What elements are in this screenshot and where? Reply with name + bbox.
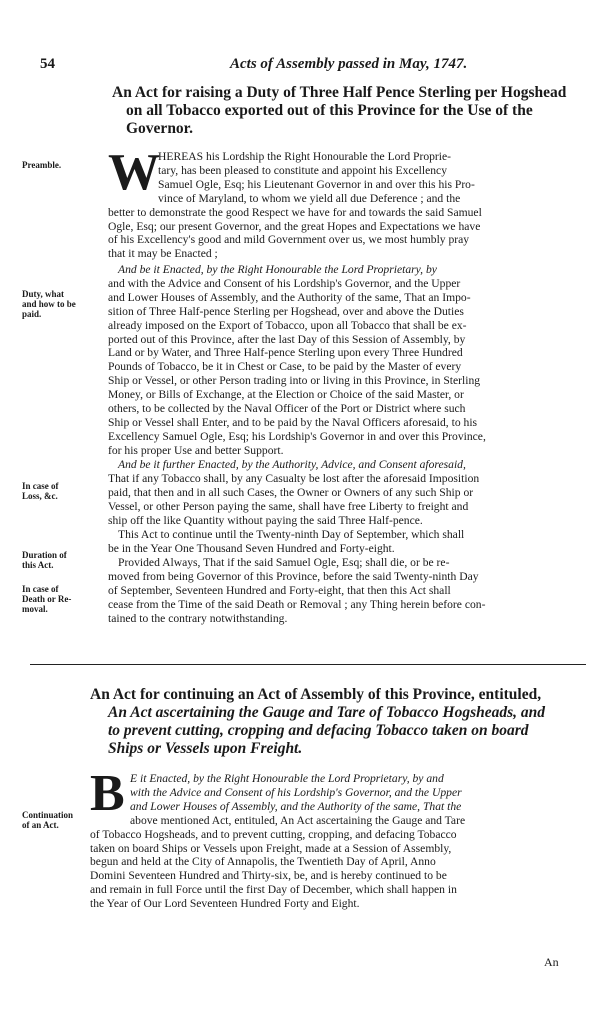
margin-note-line: Duty, what — [22, 289, 65, 299]
act1-preamble-paragraph — [108, 150, 586, 261]
catchword: An — [544, 955, 559, 969]
act2-title-line: to prevent cutting, cropping and defacing Tobacco taken on board — [108, 722, 529, 739]
text-line: vince of Maryland, to whom we yield all due Deference ; and the — [158, 191, 461, 205]
text-line: tary, has been pleased to constitute and appoint his Excellency — [158, 163, 447, 177]
text-line: and remain in full Force until the first Day of December, which shall happen in — [90, 883, 457, 897]
text-line: Ship or Vessel, or other Person trading into or living in this Province, in Sterling — [108, 374, 481, 388]
text-line: Ogle, Esq; our present Governor, and the great Hopes and Expectations we have — [108, 219, 481, 233]
act1-proviso-paragraph — [108, 556, 586, 626]
margin-note-line: Death or Re- — [22, 594, 72, 604]
text-line: above mentioned Act, entituled, An Act ascertaining the Gauge and Tare — [130, 813, 466, 827]
text-line: with the Advice and Consent of his Lordship's Governor, and the Upper — [130, 785, 462, 799]
margin-note-line: Duration of — [22, 550, 67, 560]
text-line: that it may be Enacted ; — [108, 247, 218, 261]
text-line: of Tobacco Hogsheads, and to prevent cutting, cropping, and defacing Tobacco — [90, 827, 457, 841]
act2-title-line: An Act for continuing an Act of Assembly of this Province, entituled, — [90, 686, 542, 703]
text-line: And be it further Enacted, by the Authority, Advice, and Consent aforesaid, — [118, 458, 466, 471]
margin-note-line: of an Act. — [22, 820, 59, 830]
act1-title-line: An Act for raising a Duty of Three Half Pence Sterling per Hogshead — [112, 84, 567, 101]
margin-note-line: moval. — [22, 604, 48, 614]
margin-note-loss — [22, 481, 100, 501]
text-line: This Act to continue until the Twenty-ninth Day of September, which shall — [118, 528, 465, 541]
act1-enacting-paragraph — [108, 263, 586, 458]
text-line: already imposed on the Export of Tobacco, upon all Tobacco that shall be ex- — [108, 318, 467, 332]
section-divider — [30, 664, 586, 665]
act2-dropcap: B — [90, 765, 125, 822]
text-line: E it Enacted, by the Right Honourable the Lord Proprietary, by and — [130, 772, 444, 785]
text-line: and Lower Houses of Assembly, and the Authority of the same, That an Impo- — [108, 290, 471, 304]
text-line: ported out of this Province, after the last Day of this Session of Assembly, by — [108, 332, 466, 346]
page-number: 54 — [40, 56, 55, 72]
running-title: Acts of Assembly passed in May, 1747. — [230, 56, 468, 72]
text-line: the Year of Our Lord Seventeen Hundred Forty and Eight. — [90, 897, 360, 911]
margin-note-line: In case of — [22, 584, 59, 594]
text-line: better to demonstrate the good Respect we have for and towards the said Samuel — [108, 205, 482, 219]
act2-title-line: An Act ascertaining the Gauge and Tare of Tobacco Hogsheads, and — [108, 704, 546, 721]
text-line: That if any Tobacco shall, by any Casualty be lost after the aforesaid Imposition — [108, 471, 480, 485]
text-line: ship off the like Quantity without paying the said Three Half-pence. — [108, 513, 423, 527]
act1-title-line: on all Tobacco exported out of this Province for the Use of the — [126, 102, 533, 119]
margin-note-line: paid. — [22, 309, 42, 319]
margin-note-preamble — [22, 160, 100, 170]
margin-note-line: this Act. — [22, 560, 54, 570]
text-line: Samuel Ogle, Esq; his Lieutenant Governor in and over this his Pro- — [158, 177, 475, 191]
act1-dropcap: W — [108, 144, 160, 201]
text-line: of September, Seventeen Hundred and Forty-eight, that then this Act shall — [108, 583, 451, 597]
text-line: And be it Enacted, by the Right Honourable the Lord Proprietary, by — [118, 263, 437, 276]
text-line: others, to be collected by the Naval Officer of the Port or District where such — [108, 402, 466, 416]
act1-title-line: Governor. — [126, 120, 194, 137]
margin-note-line: and how to be — [22, 299, 76, 309]
text-line: begun and held at the City of Annapolis, the Twentieth Day of April, Anno — [90, 855, 436, 869]
text-line: taken on board Ships or Vessels upon Freight, made at a Session of Assembly, — [90, 841, 452, 855]
text-line: Money, or Bills of Exchange, at the Election or Choice of the said Master, or — [108, 388, 464, 402]
text-line: Ship or Vessel shall Enter, and to be paid by the Naval Officers aforesaid, to his — [108, 415, 478, 429]
act2-title-line: Ships or Vessels upon Freight. — [108, 740, 303, 757]
text-line: Land or by Water, and Three Half-pence Sterling upon every Three Hundred — [108, 346, 463, 360]
text-line: be in the Year One Thousand Seven Hundred and Forty-eight. — [108, 541, 395, 555]
text-line: Pounds of Tobacco, be it in Chest or Case, to be paid by the Master of every — [108, 360, 462, 374]
text-line: sition of Three Half-pence Sterling per Hogshead, over and above the Duties — [108, 304, 464, 318]
margin-note-line: Preamble. — [22, 160, 62, 170]
text-line: cease from the Time of the said Death or Removal ; any Thing herein before con- — [108, 597, 486, 611]
text-line: Vessel, or other Person paying the same, shall have free Liberty to freight and — [108, 499, 469, 513]
text-line: moved from being Governor of this Province, before the said Twenty-ninth Day — [108, 569, 479, 583]
act2-title — [90, 686, 586, 758]
text-line: of his Excellency's good and mild Government over us, we most humbly pray — [108, 233, 470, 247]
act1-loss-paragraph — [108, 458, 586, 528]
margin-note-continuation — [22, 810, 100, 830]
margin-note-line: Continuation — [22, 810, 74, 820]
text-line: HEREAS his Lordship the Right Honourable the Lord Proprie- — [158, 150, 452, 163]
text-line: and with the Advice and Consent of his Lordship's Governor, and the Upper — [108, 276, 461, 290]
margin-note-duration — [22, 550, 100, 570]
text-line: paid, that then and in all such Cases, the Owner or Owners of any such Ship or — [108, 485, 474, 499]
text-line: Provided Always, That if the said Samuel Ogle, Esq; shall die, or be re- — [118, 556, 450, 569]
text-line: Excellency Samuel Ogle, Esq; his Lordship's Governor in and over this Province, — [108, 429, 486, 443]
margin-note-duty — [22, 289, 100, 319]
act2-paragraph — [90, 772, 586, 911]
act1-title — [112, 84, 590, 138]
margin-note-line: In case of — [22, 481, 59, 491]
margin-note-death — [22, 584, 100, 614]
act1-duration-paragraph — [108, 528, 586, 556]
text-line: Domini Seventeen Hundred and Thirty-six, be, and is hereby continued to be — [90, 869, 447, 883]
text-line: and Lower Houses of Assembly, and the Authority of the same, That the — [130, 799, 462, 813]
text-line: tained to the contrary notwithstanding. — [108, 611, 288, 625]
text-line: for his proper Use and better Support. — [108, 443, 284, 457]
margin-note-line: Loss, &c. — [22, 491, 58, 501]
